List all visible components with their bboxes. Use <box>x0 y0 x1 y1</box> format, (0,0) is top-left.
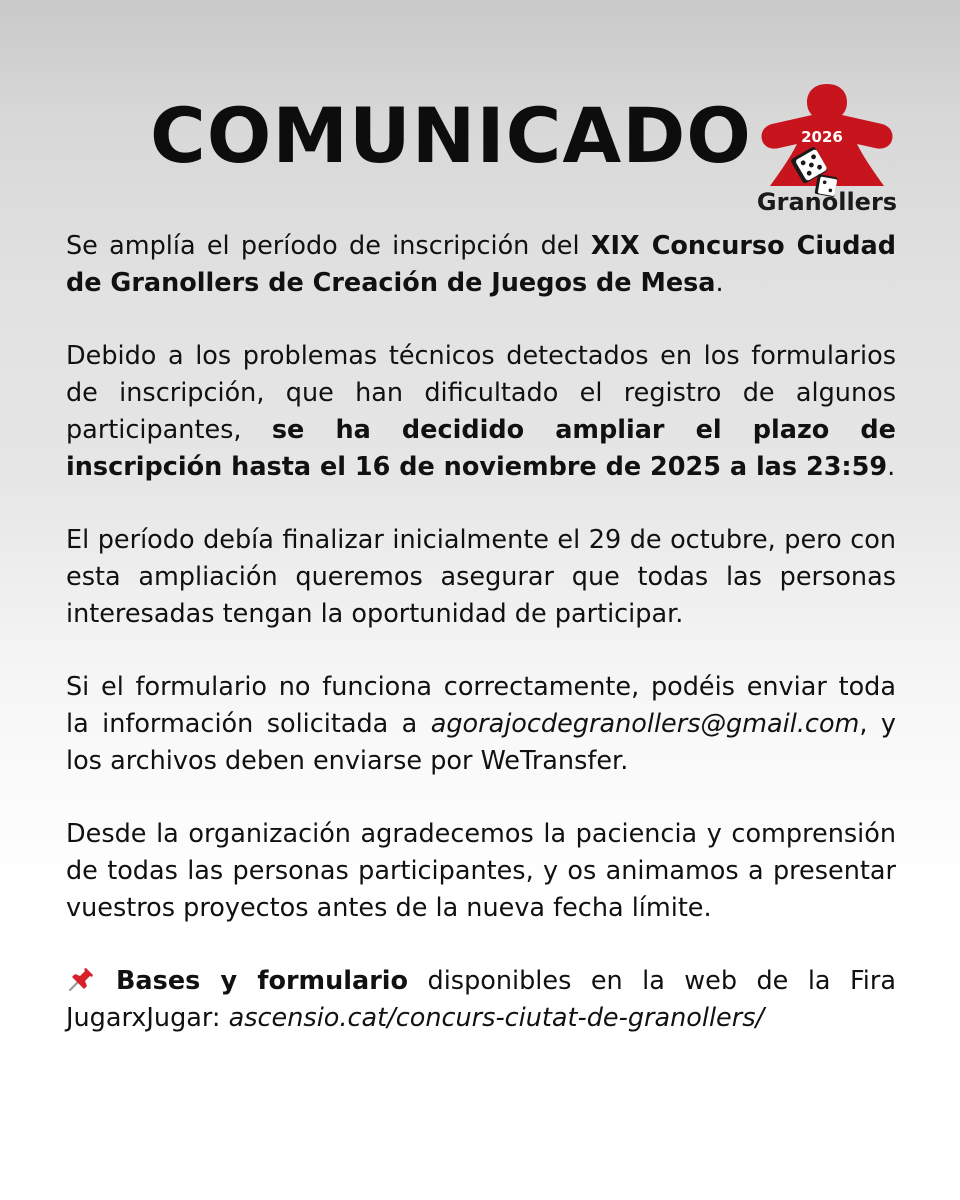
logo-year: 2026 <box>801 128 843 146</box>
paragraph-alternative: Si el formulario no funciona correctamente, podéis enviar toda la información solicitada a agorajocdegranollers@gmail.com, y los archivos deben enviarse por WeTransfer. <box>66 672 896 776</box>
page-title: COMUNICADO <box>150 91 752 180</box>
paragraph-links: Bases y formulario disponibles en la web de la Fira JugarxJugar: ascensio.cat/concurs-ciutat-de-granollers/ <box>66 966 896 1033</box>
pushpin-icon <box>66 966 96 992</box>
website-link[interactable]: ascensio.cat/concurs-ciutat-de-granollers/ <box>228 1003 765 1033</box>
contact-email[interactable]: agorajocdegranollers@gmail.com <box>430 709 860 739</box>
paragraph-reason: Debido a los problemas técnicos detectados en los formularios de inscripción, que han dificultado el registro de algunos participantes, se ha decidido ampliar el plazo de inscripción hasta el 16 de noviembre de 2025 a las 23:59. <box>66 341 896 482</box>
announcement-body <box>66 228 896 1073</box>
paragraph-extension: Se amplía el período de inscripción del XIX Concurso Ciudad de Granollers de Creación de Juegos de Mesa. <box>66 231 896 298</box>
meeple-with-dice-icon <box>752 78 902 218</box>
bases-label: Bases y formulario <box>116 966 409 996</box>
new-deadline: se ha decidido ampliar el plazo de inscripción hasta el 16 de noviembre de 2025 a las 23:59 <box>66 415 896 482</box>
paragraph-thanks: Desde la organización agradecemos la paciencia y comprensión de todas las personas participantes, y os animamos a presentar vuestros proyectos antes de la nueva fecha límite. <box>66 819 896 923</box>
granollers-logo <box>752 78 902 218</box>
logo-city: Granollers <box>756 188 898 216</box>
paragraph-original-date: El período debía finalizar inicialmente el 29 de octubre, pero con esta ampliación queremos asegurar que todas las personas interesadas tengan la oportunidad de participar. <box>66 525 896 629</box>
contest-name: XIX Concurso Ciudad de Granollers de Creación de Juegos de Mesa <box>66 231 896 298</box>
